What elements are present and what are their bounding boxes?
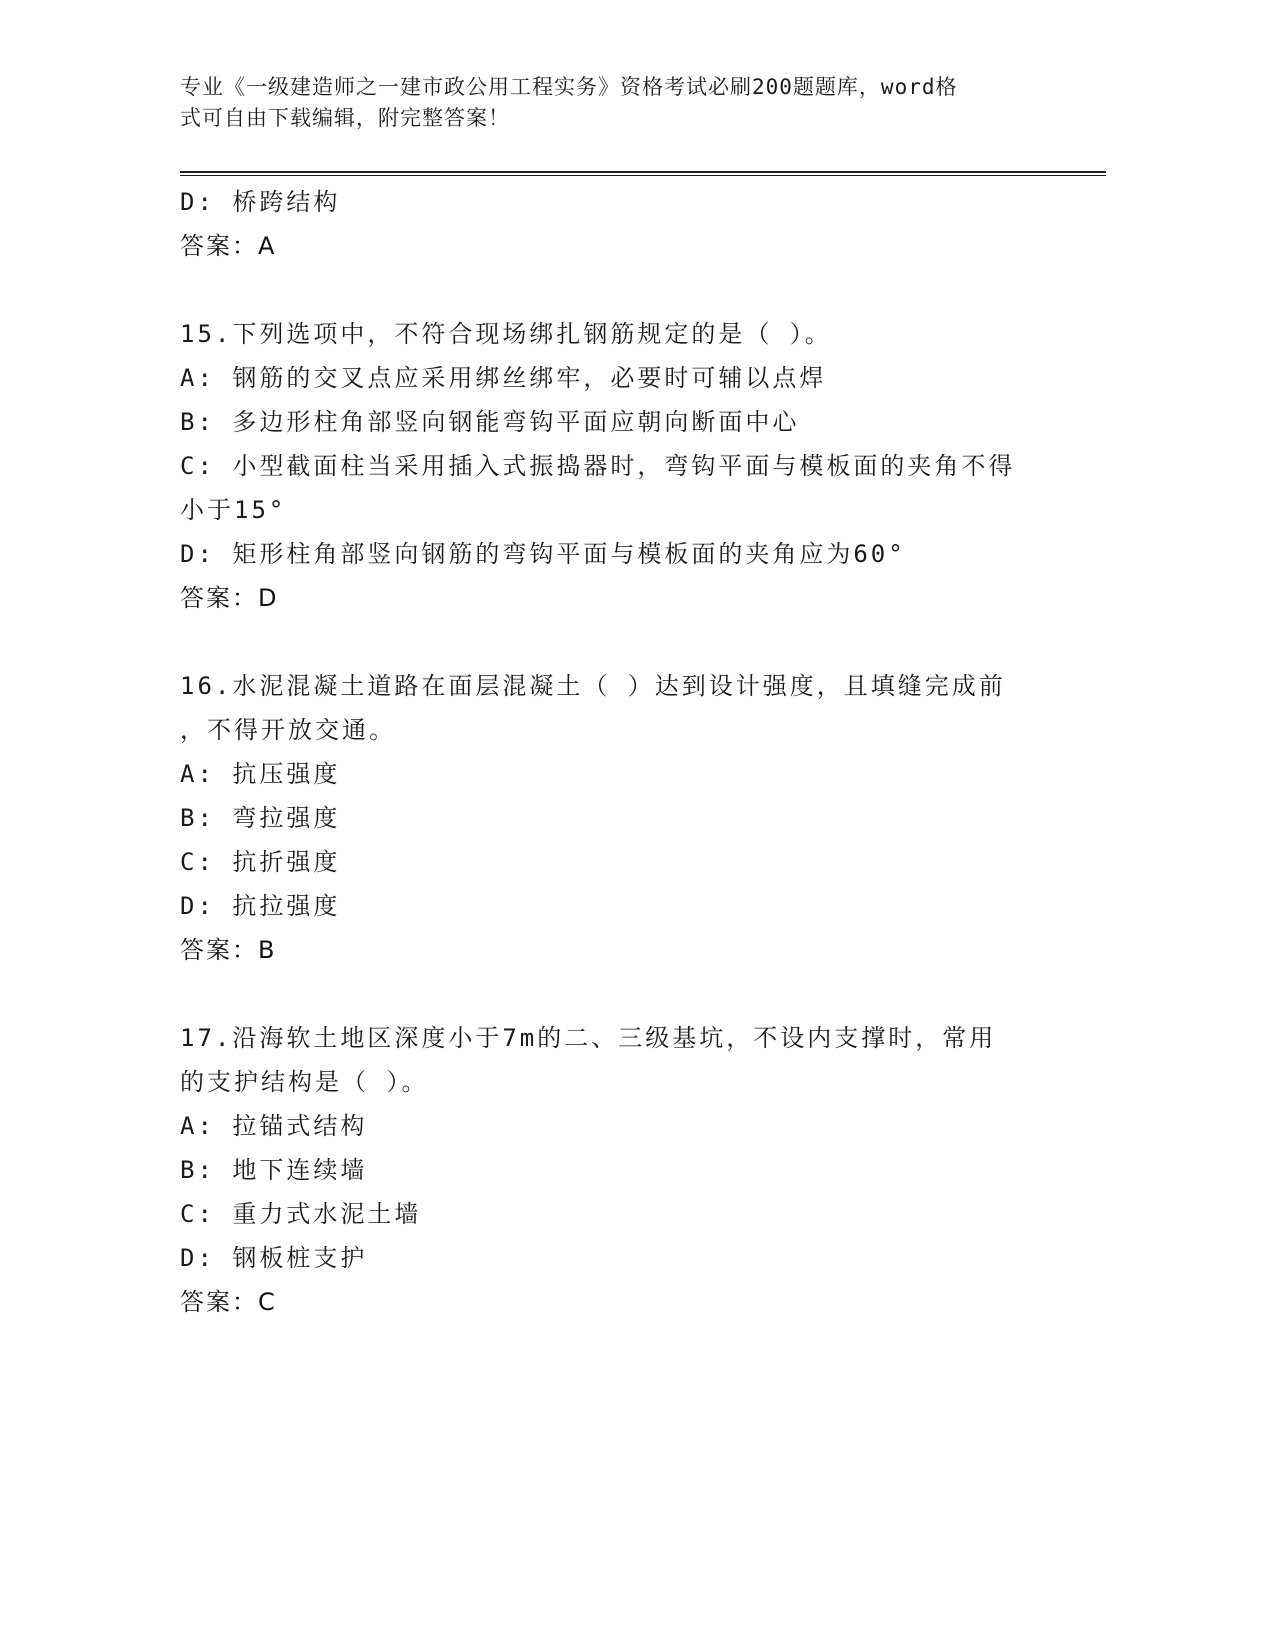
option-d: D: 矩形柱角部竖向钢筋的弯钩平面与模板面的夹角应为60° [180,540,906,568]
question-16 [180,664,1040,972]
question-17 [180,1016,1040,1324]
question-stem: 17.沿海软土地区深度小于7m的二、三级基坑，不设内支撑时，常用 [180,1024,997,1052]
question-15 [180,312,1040,620]
question-stem-continued: ，不得开放交通。 [180,716,396,744]
option-c-continued: 小于15° [180,496,287,524]
option-d: D: 钢板桩支护 [180,1244,368,1272]
option-b: B: 地下连续墙 [180,1156,368,1184]
question-stem: 16.水泥混凝土道路在面层混凝土（ ）达到设计强度，且填缝完成前 [180,672,1006,700]
header-divider [180,171,1106,176]
question-list [180,180,1040,1324]
option-b: B: 弯拉强度 [180,804,341,832]
option-c: C: 重力式水泥土墙 [180,1200,422,1228]
option-c: C: 抗折强度 [180,848,341,876]
header-line-1: 专业《一级建造师之一建市政公用工程实务》资格考试必刷200题题库，word格 [180,75,958,99]
answer: 答案：C [180,1288,277,1316]
page-header [180,72,1040,134]
answer: 答案：A [180,232,277,260]
option-a: A: 抗压强度 [180,760,341,788]
header-line-2: 式可自由下载编辑，附完整答案！ [180,106,510,130]
option-c: C: 小型截面柱当采用插入式振捣器时，弯钩平面与模板面的夹角不得 [180,452,1016,480]
option-a: A: 拉锚式结构 [180,1112,368,1140]
option-b: B: 多边形柱角部竖向钢能弯钩平面应朝向断面中心 [180,408,800,436]
answer: 答案：D [180,584,279,612]
option-d: D: 桥跨结构 [180,188,341,216]
option-d: D: 抗拉强度 [180,892,341,920]
question-stem-continued: 的支护结构是（ ）。 [180,1068,429,1096]
option-a: A: 钢筋的交叉点应采用绑丝绑牢，必要时可辅以点焊 [180,364,827,392]
question-stem: 15.下列选项中，不符合现场绑扎钢筋规定的是（ ）。 [180,320,832,348]
question-14-tail [180,180,1040,268]
answer: 答案：B [180,936,277,964]
